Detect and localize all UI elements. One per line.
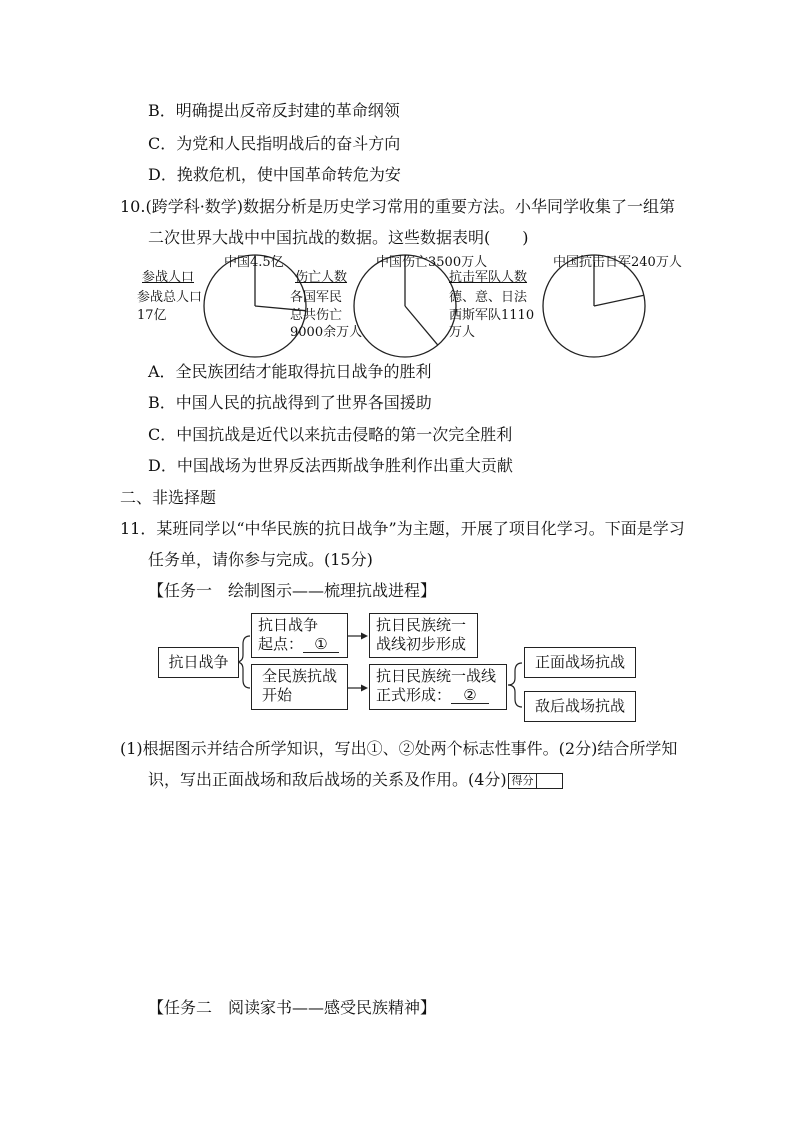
q10-option-b: B．中国人民的抗战得到了世界各国援助 (148, 393, 432, 412)
q10-stem-line2: 二次世界大战中中国抗战的数据。这些数据表明( ) (148, 228, 529, 247)
diagram-front-box (524, 647, 636, 678)
diagram-united-initial-line1: 抗日民族统一 (376, 616, 467, 634)
diagram-root-label: 抗日战争 (168, 653, 229, 671)
q9-option-c: C．为党和人民指明战后的奋斗方向 (148, 134, 401, 153)
pie3-desc-line1: 德、意、日法 (449, 290, 528, 305)
pie1-china-label: 中国4.5亿 (224, 255, 284, 270)
task2-heading: 【任务二 阅读家书——感受民族精神】 (148, 998, 437, 1017)
section-heading: 二、非选择题 (120, 488, 217, 507)
q10-stem-line1: 10.(跨学科·数学)数据分析是历史学习常用的重要方法。小华同学收集了一组第 (120, 197, 676, 216)
diagram-united-initial-line2: 战线初步形成 (376, 635, 467, 653)
diagram-root (158, 647, 239, 678)
pie2-heading: 伤亡人数 (295, 270, 348, 285)
pie2-desc-line2: 总共伤亡 (290, 308, 343, 323)
q9-option-d: D．挽救危机，使中国革命转危为安 (148, 165, 401, 184)
q10-option-c: C．中国抗战是近代以来抗击侵略的第一次完全胜利 (148, 425, 513, 444)
diagram-start-line1: 抗日战争 (258, 616, 319, 634)
q11-stem-line2: 任务单，请你参与完成。(15分) (148, 550, 373, 569)
score-label: 得分 (509, 774, 537, 788)
pie1-desc-line1: 参战总人口 (137, 290, 203, 305)
q11-stem-line1: 11．某班同学以“中华民族的抗日战争”为主题，开展了项目化学习。下面是学习 (120, 519, 685, 538)
diagram-full-war-box (251, 664, 348, 710)
q11-sub1-line1: (1)根据图示并结合所学知识，写出①、②处两个标志性事件。(2分)结合所学知 (120, 739, 678, 758)
pie3-desc-line2: 西斯军队1110 (449, 308, 535, 323)
pie3-desc-line3: 万人 (449, 325, 476, 340)
pie2-desc-line3: 9000余万人 (290, 325, 363, 340)
pie2-desc-line1: 各国军民 (290, 290, 343, 305)
q10-option-d: D．中国战场为世界反法西斯战争胜利作出重大贡献 (148, 456, 513, 475)
task1-heading: 【任务一 绘制图示——梳理抗战进程】 (148, 581, 437, 600)
diagram-start-box (251, 613, 348, 658)
pie3-china-label: 中国抗击日军240万人 (553, 255, 682, 270)
q10-option-a: A．全民族团结才能取得抗日战争的胜利 (148, 362, 432, 381)
pie3-heading: 抗击军队人数 (449, 270, 528, 285)
diagram-united-formal-box (369, 664, 507, 710)
diagram-rear-box (524, 691, 636, 722)
blank-2: ② (451, 687, 489, 704)
diagram-full-war-line2: 开始 (262, 686, 293, 704)
diagram-start-line2: 起点： (258, 635, 304, 653)
blank-1: ① (303, 636, 339, 653)
diagram-front-label: 正面战场抗战 (534, 653, 625, 671)
pie1-heading: 参战人口 (142, 270, 195, 285)
q9-option-b: B．明确提出反帝反封建的革命纲领 (148, 101, 400, 120)
q11-sub1-line2: 识，写出正面战场和敌后战场的关系及作用。(4分) (148, 770, 507, 789)
diagram-united-initial-box (369, 613, 478, 658)
pie1-desc-line2: 17亿 (137, 308, 167, 323)
diagram-full-war-line1: 全民族抗战 (262, 667, 338, 685)
diagram-united-formal-line2: 正式形成： (376, 686, 452, 704)
diagram-united-formal-line1: 抗日民族统一战线 (376, 667, 497, 685)
diagram-rear-label: 敌后战场抗战 (534, 697, 625, 715)
score-box[interactable] (508, 773, 563, 789)
pie2-china-label: 中国伤亡3500万人 (376, 255, 488, 270)
